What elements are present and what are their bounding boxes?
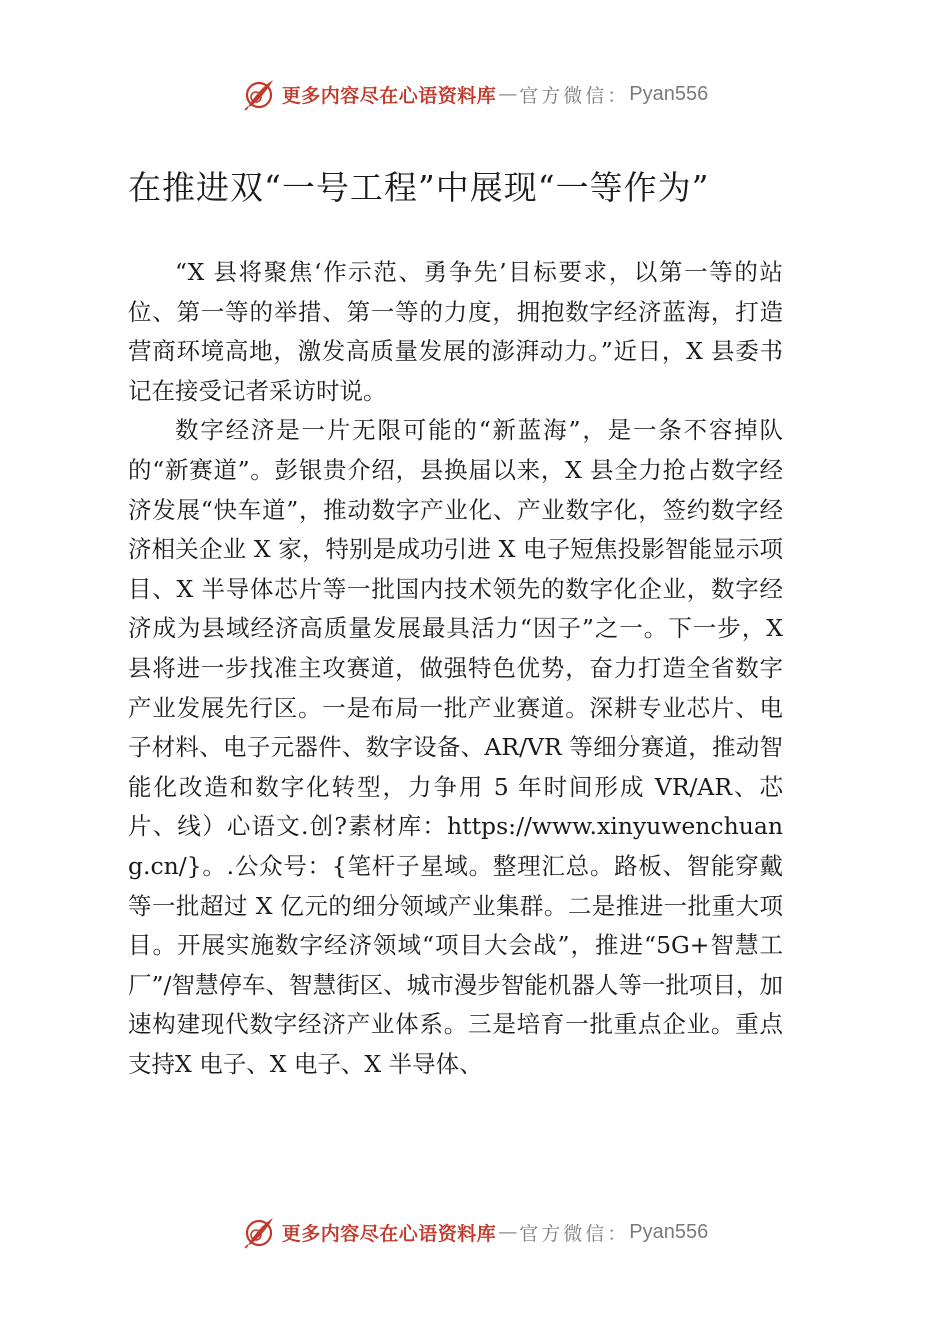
quill-pen-logo-icon xyxy=(242,1215,276,1249)
brand-text: 更多内容尽在心语资料库 xyxy=(281,1222,497,1245)
article-paragraph: 数字经济是一片无限可能的“新蓝海”，是一条不容掉队的“新赛道”。彭银贵介绍，县换届以来，X 县全力抢占数字经济发展“快车道”，推动数字产业化、产业数字化，签约数字经济相关企业 X 家，特别是成功引进 X 电子短焦投影智能显示项目、X 半导体芯片等一批国内技术领先的数字化企业，数字经济成为县域经济高质量发展最具活力“因子”之一。下一步，X 县将进一步找准主攻赛道，做强特色优势，奋力打造全省数字产业发展先行区。一是布局一批产业赛道。深耕专业芯片、电子材料、电子元器件、数字设备、AR/VR 等细分赛道，推动智能化改造和数字化转型，力争用 5 年时间形成 VR/AR、芯片、线）心语文.创?素材库：https://www.xinyuwenchuang.cn/}。.公众号：{笔杆子星域。整理汇总。路板、智能穿戴等一批超过 X 亿元的细分领域产业集群。二是推进一批重大项目。开展实施数字经济领域“项目大会战”，推进“5G+智慧工厂”/智慧停车、智慧街区、城市漫步智能机器人等一批项目，加速构建现代数字经济产业体系。三是培育一批重点企业。重点支持X 电子、X 电子、X 半导体、 xyxy=(128,416,783,1078)
quill-pen-logo-icon xyxy=(242,77,276,111)
wechat-label: 官方微信： xyxy=(519,84,630,107)
wechat-id: Pyan556 xyxy=(629,1220,709,1243)
footer-banner xyxy=(0,1212,950,1252)
wechat-label: 官方微信： xyxy=(519,1222,630,1245)
article-paragraph: “X 县将聚焦‘作示范、勇争先’目标要求，以第一等的站位、第一等的举措、第一等的力度，拥抱数字经济蓝海，打造营商环境高地，激发高质量发展的澎湃动力。”近日，X 县委书记在接受记者采访时说。 xyxy=(128,258,783,405)
article-body xyxy=(128,253,783,1084)
brand-text: 更多内容尽在心语资料库 xyxy=(281,84,497,107)
header-banner xyxy=(0,74,950,114)
banner-dash: — xyxy=(498,83,518,105)
article-title: 在推进双“一号工程”中展现“一等作为” xyxy=(128,168,710,207)
banner-dash: — xyxy=(498,1221,518,1243)
wechat-id: Pyan556 xyxy=(629,82,709,105)
